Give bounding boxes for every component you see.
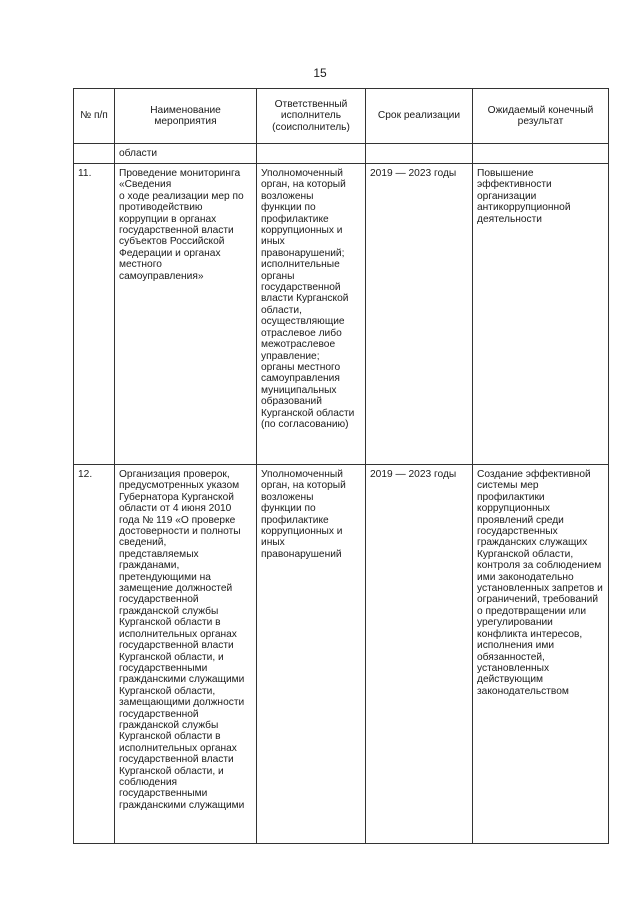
text-line: Повышение [477,168,534,179]
page-number: 15 [313,66,327,80]
cell-name: области [115,144,257,164]
text-line: возложены [261,491,314,503]
text-line: Губернатора Курганской [119,491,234,503]
text-line: Создание эффективной [477,469,591,480]
text-line: замещение должностей [119,583,233,595]
text-line: установленных [477,662,550,674]
text-line: власти Курганской [261,293,349,305]
text-line: гражданскими служащими [119,799,245,811]
text-line: (соисполнитель) [272,121,350,133]
text-line: гражданской службы [119,605,219,617]
text-line: гражданской службы [119,719,219,731]
text-line: Уполномоченный [261,168,343,179]
text-line: самоуправления [261,373,340,385]
text-line: ограничений, требований [477,594,599,606]
cell-result [473,465,609,844]
text-line: представляемых [119,548,199,560]
text-line: достоверности и полноты [119,526,241,538]
text-line: государственными [119,788,208,800]
text-line: исполнительных органах [119,742,237,754]
text-line: государственной [119,594,199,606]
text-line: коррупции в органах [119,213,217,225]
text-line: гражданскими служащими [119,674,245,686]
text-line: коррупционных [477,503,550,515]
header-number [74,89,115,144]
text-line: самоуправления» [119,270,204,282]
cell-period: 2019 — 2023 годы [366,164,473,465]
text-line: исполнитель [280,110,342,122]
text-line: законодательством [477,685,569,697]
measures-table [73,88,609,844]
text-line: орган, на который [261,179,346,191]
text-line: антикоррупционной [477,202,571,214]
header-executor [257,89,366,144]
text-line: конфликта интересов, [477,628,583,640]
row-number: 11. [74,164,115,465]
text-line: Курганской области, [119,685,216,697]
text-line: государственной власти [119,754,234,766]
text-line: возложены [261,190,314,202]
text-line: профилактики [477,491,545,503]
text-line: организации [477,190,537,202]
text-line: государственной [261,282,341,294]
text-line: образований [261,396,322,408]
text-line: гражданами, [119,560,180,572]
cell-period [366,144,473,164]
text-line: профилактике [261,514,329,526]
text-line: предусмотренных указом [119,480,240,492]
text-line: гражданских служащих [477,537,588,549]
table-row [74,164,609,465]
text-line: о предотвращении или [477,605,587,617]
text-line: ими законодательно [477,571,574,583]
text-line: противодействию [119,202,203,214]
text-line: осуществляющие [261,316,345,328]
text-line: Ответственный [274,98,348,110]
text-line: замещающими должности [119,697,245,709]
text-line: системы мер [477,480,539,492]
text-line: претендующими на [119,571,211,583]
text-line: Организация проверок, [119,469,230,480]
text-line: Курганской области [261,407,355,419]
text-line: Курганской области в [119,731,221,743]
text-line: государственной власти [119,640,234,652]
text-line: местного [119,259,162,271]
text-line: соблюдения [119,776,178,788]
text-line: государственной власти [119,225,234,237]
cell-result [473,144,609,164]
text-line: деятельности [477,213,542,225]
text-line: Проведение мониторинга [119,168,241,179]
text-line: иных [261,537,285,549]
table-row [74,465,609,844]
text-line: правонарушений; [261,247,345,259]
text-line: области, [261,304,302,316]
text-line: Курганской области в [119,617,221,629]
text-line: (по согласованию) [261,418,349,430]
text-line: области от 4 июня 2010 [119,503,232,515]
text-line: субъектов Российской [119,236,225,248]
text-line: отраслевое либо [261,327,342,339]
text-line: коррупционных и [261,225,343,237]
text-line: правонарушений [261,548,342,560]
text-line: года № 119 «О проверке [119,514,236,526]
cell-executor [257,164,366,465]
cell-name [115,164,257,465]
text-line: органы местного [261,361,341,373]
text-line: результат [517,116,564,127]
table-row-continuation [74,144,609,164]
cell-period: 2019 — 2023 годы [366,465,473,844]
text-line: Курганской области, и [119,765,224,777]
text-line: Ожидаемый конечный [487,104,594,116]
text-line: Наименование [150,104,221,116]
text-line: контроля за соблюдением [477,560,602,572]
text-line: обязанностей, [477,651,545,663]
cell-executor [257,465,366,844]
text-line: коррупционных и [261,526,343,538]
text-line: государственными [119,662,208,674]
cell-result [473,164,609,465]
cell-name [115,465,257,844]
text-line: мероприятия [154,116,217,127]
text-line: установленных запретов и [477,583,603,595]
text-line: Федерации и органах [119,247,221,259]
text-line: урегулировании [477,617,553,629]
table-header-row [74,89,609,144]
text-line: функции по [261,202,316,214]
text-line: орган, на который [261,480,346,492]
text-line: исполнительных органах [119,628,237,640]
text-line: проявлений среди [477,514,564,526]
text-line: о ходе реализации мер по [119,190,244,202]
text-line: исполнения ими [477,640,555,652]
cell-number [74,144,115,164]
text-line: Курганской области, [477,548,574,560]
text-line: государственных [477,526,558,538]
text-line: управление; [261,350,320,362]
text-line: межотраслевое [261,339,336,351]
cell-executor [257,144,366,164]
text-line: органы [261,270,295,282]
text-line: эффективности [477,179,552,191]
text-line: иных [261,236,285,248]
text-line: государственной [119,708,199,720]
text-line: действующим [477,674,544,686]
text-line: муниципальных [261,384,337,396]
text-line: исполнительные [261,259,340,271]
text-line: «Сведения [119,179,172,191]
row-number: 12. [74,465,115,844]
header-name [115,89,257,144]
text-line: функции по [261,503,316,515]
text-line: Курганской области, и [119,651,224,663]
text-line: № п/п [80,110,108,122]
text-line: сведений, [119,537,167,549]
text-line: профилактике [261,213,329,225]
text-line: Срок реализации [377,110,461,122]
header-period [366,89,473,144]
header-result [473,89,609,144]
text-line: Уполномоченный [261,469,343,480]
